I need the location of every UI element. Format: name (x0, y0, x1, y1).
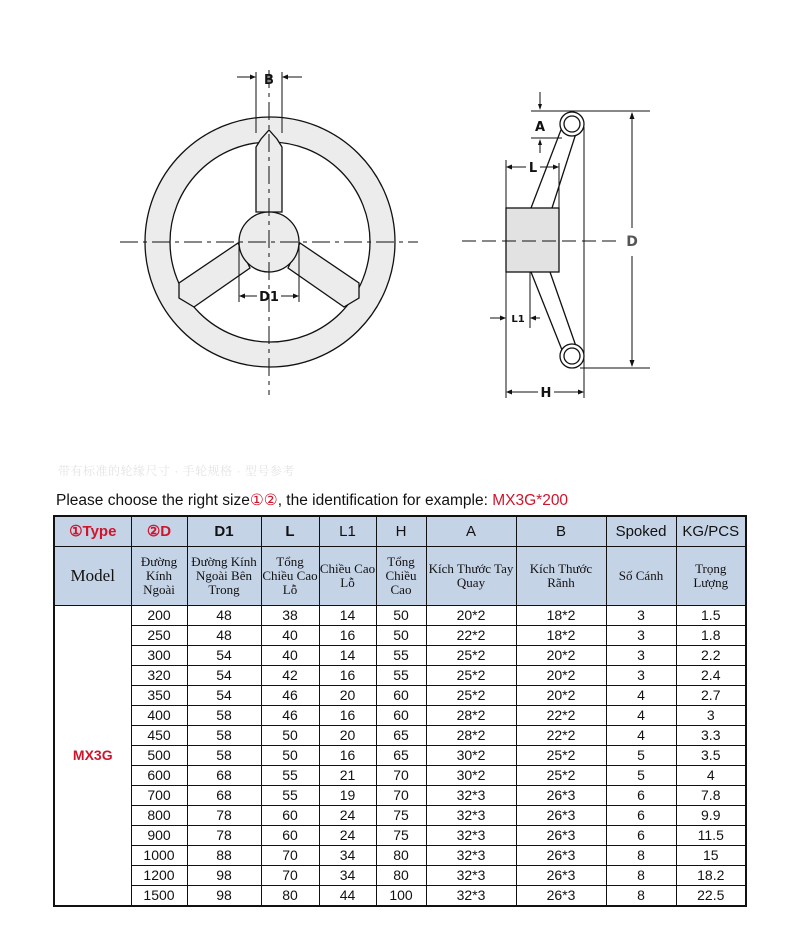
header-desc-b: Kích Thước Rãnh (516, 547, 606, 606)
cell-d: 600 (131, 766, 187, 786)
cell-weight: 2.2 (676, 646, 746, 666)
header-l: L (261, 516, 319, 547)
cell-spoked: 5 (606, 746, 676, 766)
cell-h: 100 (376, 886, 426, 907)
cell-l: 80 (261, 886, 319, 907)
cell-l1: 21 (319, 766, 376, 786)
front-view (120, 70, 418, 395)
cell-a: 25*2 (426, 686, 516, 706)
circled-one: ① (249, 492, 264, 509)
cell-d1: 98 (187, 886, 261, 907)
header-desc-d1: Đường Kính Ngoài Bên Trong (187, 547, 261, 606)
cell-weight: 3.3 (676, 726, 746, 746)
cell-l: 55 (261, 786, 319, 806)
header-h: H (376, 516, 426, 547)
cell-b: 25*2 (516, 766, 606, 786)
cell-weight: 18.2 (676, 866, 746, 886)
cell-l1: 19 (319, 786, 376, 806)
cell-d: 500 (131, 746, 187, 766)
table-row (54, 606, 746, 626)
cell-l: 50 (261, 726, 319, 746)
cell-weight: 1.5 (676, 606, 746, 626)
cell-d1: 68 (187, 786, 261, 806)
cell-d: 900 (131, 826, 187, 846)
cell-weight: 9.9 (676, 806, 746, 826)
cell-h: 70 (376, 786, 426, 806)
cell-l1: 34 (319, 846, 376, 866)
faint-caption: 带有标准的轮缘尺寸 · 手轮规格 · 型号参考 (58, 464, 295, 478)
header-desc-spoked: Số Cánh (606, 547, 676, 606)
cell-spoked: 8 (606, 846, 676, 866)
cell-a: 32*3 (426, 866, 516, 886)
cell-a: 32*3 (426, 806, 516, 826)
cell-b: 25*2 (516, 746, 606, 766)
cell-l: 42 (261, 666, 319, 686)
table-row (54, 706, 746, 726)
cell-l1: 16 (319, 666, 376, 686)
cell-b: 18*2 (516, 606, 606, 626)
cell-weight: 7.8 (676, 786, 746, 806)
cell-weight: 3.5 (676, 746, 746, 766)
cell-l: 55 (261, 766, 319, 786)
cell-spoked: 4 (606, 706, 676, 726)
cell-a: 32*3 (426, 826, 516, 846)
cell-d: 1200 (131, 866, 187, 886)
cell-l: 70 (261, 866, 319, 886)
cell-weight: 2.4 (676, 666, 746, 686)
cell-d: 1000 (131, 846, 187, 866)
header-row-descriptions (54, 547, 746, 606)
header-d: ②D (131, 516, 187, 547)
cell-b: 20*2 (516, 686, 606, 706)
label-d1: D1 (259, 290, 279, 305)
cell-weight: 15 (676, 846, 746, 866)
example-code: MX3G*200 (492, 492, 569, 509)
cell-l1: 44 (319, 886, 376, 907)
cell-l: 60 (261, 806, 319, 826)
cell-d1: 78 (187, 826, 261, 846)
cell-d: 450 (131, 726, 187, 746)
cell-l: 50 (261, 746, 319, 766)
cell-a: 32*3 (426, 786, 516, 806)
cell-d1: 58 (187, 726, 261, 746)
cell-l1: 24 (319, 826, 376, 846)
technical-drawings (0, 0, 800, 440)
cell-b: 26*3 (516, 886, 606, 907)
cell-l1: 20 (319, 686, 376, 706)
cell-spoked: 3 (606, 646, 676, 666)
cell-weight: 22.5 (676, 886, 746, 907)
model-cell: MX3G (54, 606, 131, 907)
cell-l: 70 (261, 846, 319, 866)
cell-d: 300 (131, 646, 187, 666)
header-l1: L1 (319, 516, 376, 547)
cell-l1: 24 (319, 806, 376, 826)
cell-h: 50 (376, 606, 426, 626)
cell-h: 50 (376, 626, 426, 646)
cell-l: 40 (261, 646, 319, 666)
circled-two: ② (263, 492, 278, 509)
cell-h: 75 (376, 826, 426, 846)
cell-d: 320 (131, 666, 187, 686)
cell-h: 65 (376, 746, 426, 766)
label-h: H (540, 386, 552, 401)
cell-d1: 58 (187, 746, 261, 766)
cell-spoked: 3 (606, 666, 676, 686)
cell-b: 22*2 (516, 726, 606, 746)
label-l1: L1 (511, 314, 525, 325)
cell-d: 250 (131, 626, 187, 646)
cell-a: 25*2 (426, 666, 516, 686)
cell-spoked: 3 (606, 606, 676, 626)
table-row (54, 746, 746, 766)
cell-spoked: 3 (606, 626, 676, 646)
header-desc-h: Tổng Chiều Cao (376, 547, 426, 606)
side-view (462, 92, 650, 398)
cell-weight: 1.8 (676, 626, 746, 646)
cell-weight: 2.7 (676, 686, 746, 706)
table-row (54, 786, 746, 806)
cell-d: 1500 (131, 886, 187, 907)
table-row (54, 646, 746, 666)
cell-spoked: 8 (606, 866, 676, 886)
cell-b: 26*3 (516, 866, 606, 886)
cell-l1: 34 (319, 866, 376, 886)
cell-d: 200 (131, 606, 187, 626)
cell-h: 60 (376, 686, 426, 706)
cell-d: 350 (131, 686, 187, 706)
label-l: L (528, 161, 538, 176)
cell-spoked: 4 (606, 726, 676, 746)
cell-h: 55 (376, 646, 426, 666)
cell-spoked: 6 (606, 806, 676, 826)
cell-l1: 16 (319, 626, 376, 646)
cell-a: 32*3 (426, 846, 516, 866)
cell-b: 26*3 (516, 806, 606, 826)
cell-d1: 54 (187, 666, 261, 686)
cell-d1: 48 (187, 606, 261, 626)
cell-b: 26*3 (516, 786, 606, 806)
cell-d1: 54 (187, 646, 261, 666)
header-desc-a: Kích Thước Tay Quay (426, 547, 516, 606)
handwheel-drawing (0, 0, 800, 440)
cell-l1: 16 (319, 706, 376, 726)
cell-l: 38 (261, 606, 319, 626)
header-a: A (426, 516, 516, 547)
cell-a: 20*2 (426, 606, 516, 626)
cell-h: 70 (376, 766, 426, 786)
cell-b: 20*2 (516, 646, 606, 666)
cell-l: 46 (261, 686, 319, 706)
cell-d1: 98 (187, 866, 261, 886)
cell-spoked: 6 (606, 786, 676, 806)
cell-l: 46 (261, 706, 319, 726)
intro-text-main: Please choose the right size (56, 492, 250, 509)
cell-a: 28*2 (426, 726, 516, 746)
cell-h: 60 (376, 706, 426, 726)
cell-d: 400 (131, 706, 187, 726)
table-row (54, 866, 746, 886)
cell-h: 80 (376, 866, 426, 886)
intro-text-after: , the identification for example: (277, 492, 493, 509)
table-body (54, 606, 746, 907)
cell-d1: 88 (187, 846, 261, 866)
cell-a: 32*3 (426, 886, 516, 907)
table-row (54, 846, 746, 866)
table-row (54, 886, 746, 907)
cell-d: 700 (131, 786, 187, 806)
header-spoked: Spoked (606, 516, 676, 547)
header-model: Model (54, 547, 131, 606)
intro-text (56, 491, 568, 510)
cell-b: 20*2 (516, 666, 606, 686)
header-desc-l1: Chiều Cao Lỗ (319, 547, 376, 606)
cell-b: 18*2 (516, 626, 606, 646)
cell-h: 55 (376, 666, 426, 686)
cell-d1: 68 (187, 766, 261, 786)
cell-b: 26*3 (516, 826, 606, 846)
cell-a: 30*2 (426, 766, 516, 786)
cell-a: 28*2 (426, 706, 516, 726)
cell-l1: 16 (319, 746, 376, 766)
cell-l1: 14 (319, 606, 376, 626)
cell-weight: 11.5 (676, 826, 746, 846)
cell-b: 26*3 (516, 846, 606, 866)
cell-spoked: 6 (606, 826, 676, 846)
header-b: B (516, 516, 606, 547)
cell-l: 40 (261, 626, 319, 646)
spec-table (53, 515, 747, 907)
header-row-symbols (54, 516, 746, 547)
cell-l: 60 (261, 826, 319, 846)
header-type: ①Type (54, 516, 131, 547)
cell-d1: 78 (187, 806, 261, 826)
table-row (54, 626, 746, 646)
cell-h: 65 (376, 726, 426, 746)
header-desc-l: Tổng Chiều Cao Lỗ (261, 547, 319, 606)
table-row (54, 686, 746, 706)
cell-d: 800 (131, 806, 187, 826)
header-desc-weight: Trọng Lượng (676, 547, 746, 606)
header-desc-d: Đường Kính Ngoài (131, 547, 187, 606)
cell-spoked: 8 (606, 886, 676, 907)
header-kg-pcs: KG/PCS (676, 516, 746, 547)
table-row (54, 766, 746, 786)
cell-a: 25*2 (426, 646, 516, 666)
label-d: D (626, 234, 638, 250)
table-row (54, 726, 746, 746)
cell-a: 22*2 (426, 626, 516, 646)
cell-a: 30*2 (426, 746, 516, 766)
header-d1: D1 (187, 516, 261, 547)
cell-weight: 3 (676, 706, 746, 726)
table-row (54, 826, 746, 846)
cell-h: 75 (376, 806, 426, 826)
cell-l1: 20 (319, 726, 376, 746)
cell-h: 80 (376, 846, 426, 866)
cell-b: 22*2 (516, 706, 606, 726)
label-a: A (534, 120, 546, 135)
cell-l1: 14 (319, 646, 376, 666)
table-row (54, 806, 746, 826)
table-row (54, 666, 746, 686)
cell-d1: 48 (187, 626, 261, 646)
cell-d1: 58 (187, 706, 261, 726)
cell-spoked: 4 (606, 686, 676, 706)
cell-spoked: 5 (606, 766, 676, 786)
cell-weight: 4 (676, 766, 746, 786)
label-b: B (264, 73, 274, 88)
cell-d1: 54 (187, 686, 261, 706)
